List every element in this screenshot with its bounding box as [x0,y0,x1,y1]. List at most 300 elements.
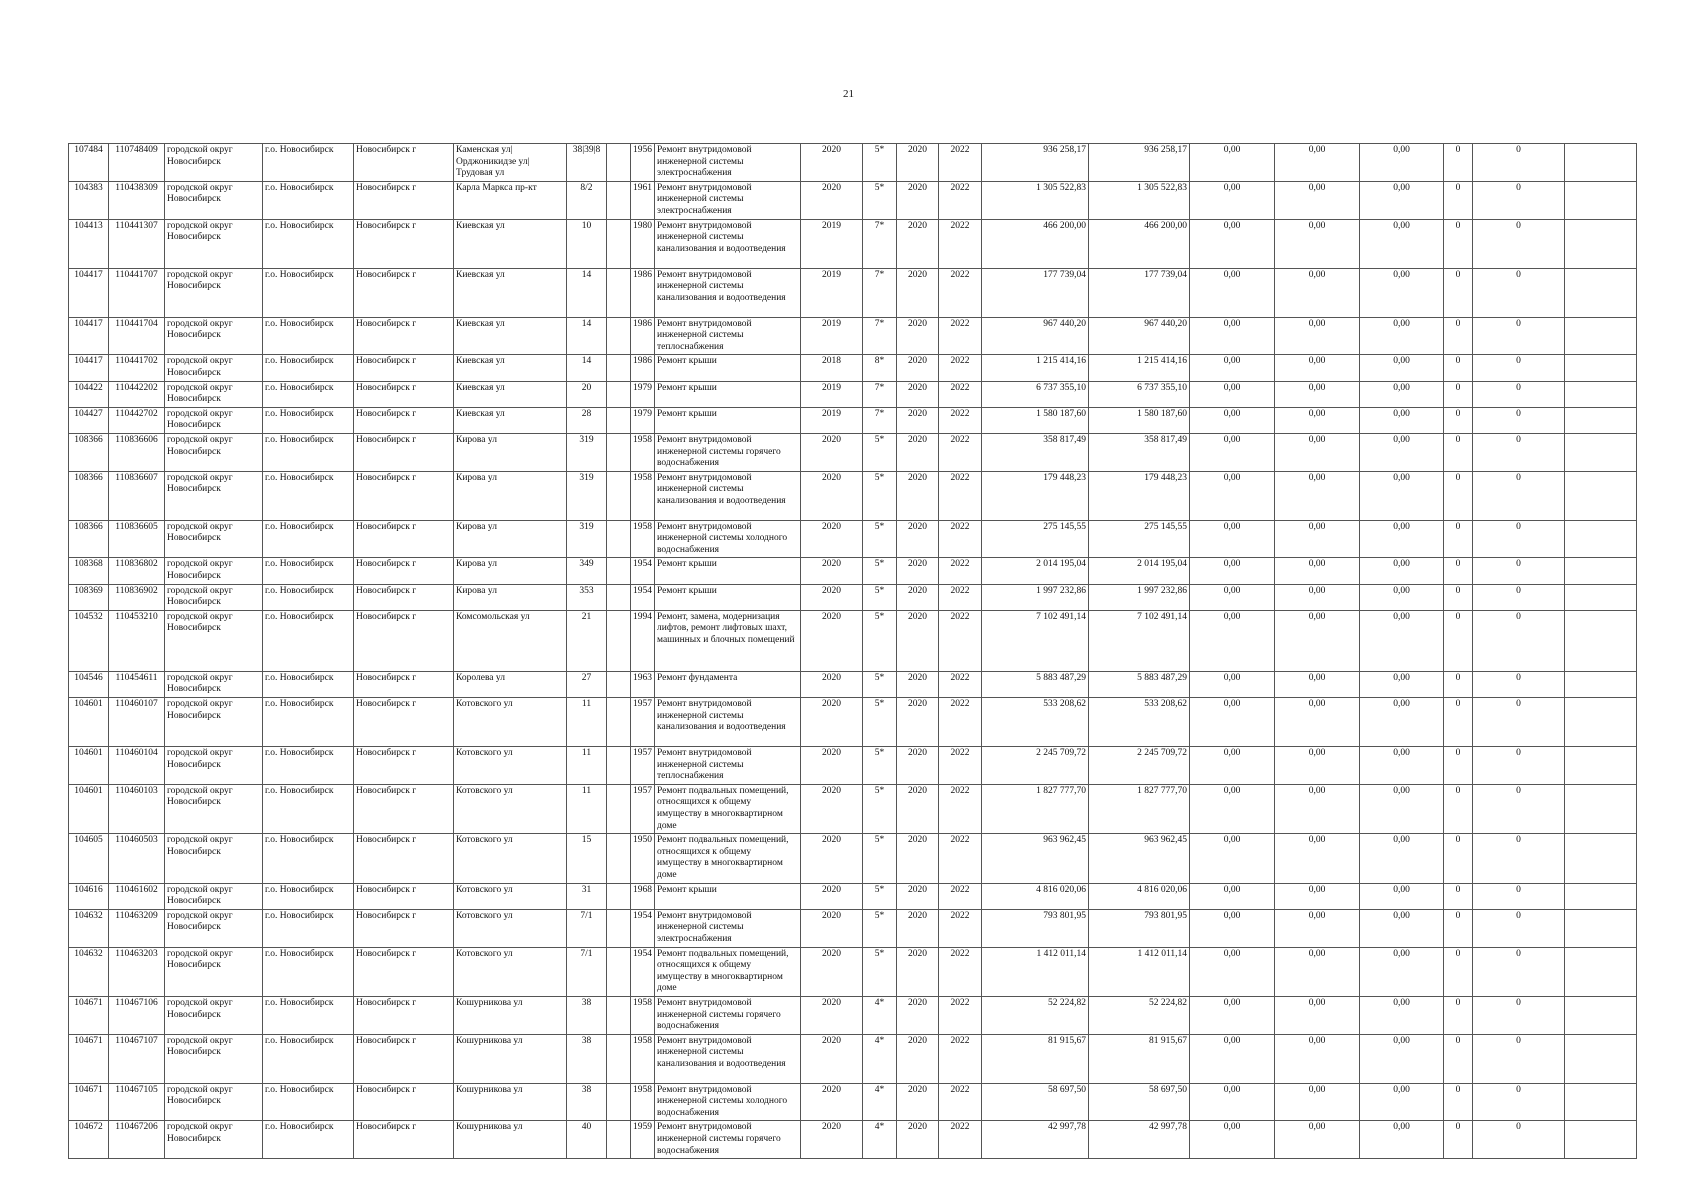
priority-cell: 5* [863,784,897,833]
table-row [69,1083,1637,1121]
note-cell [1565,909,1637,947]
flag-indicator-cell: 0 [1473,784,1565,833]
plan-year-cell: 2020 [801,747,863,785]
total-cost-cell: 275 145,55 [982,520,1089,558]
area-indicator-cell: 0 [1444,471,1473,520]
building-cell [607,610,631,671]
budget-cost-cell: 0,00 [1190,909,1275,947]
other-cost-cell: 0,00 [1360,747,1444,785]
street-cell: Королева ул [454,671,567,697]
work-type-cell: Ремонт подвальных помещений, относящихся к общему имуществу в многоквартирном доме [655,784,801,833]
plan-year-cell: 2020 [801,471,863,520]
owners-cost-cell: 0,00 [1275,317,1360,355]
other-cost-cell: 0,00 [1360,698,1444,747]
other-cost-cell: 0,00 [1360,317,1444,355]
house-number-cell: 8/2 [567,181,607,219]
work-type-cell: Ремонт подвальных помещений, относящихся к общему имуществу в многоквартирном доме [655,834,801,883]
end-year-cell: 2022 [939,219,982,268]
work-type-cell: Ремонт крыши [655,584,801,610]
program-id-cell: 110461602 [109,883,165,909]
object-id-cell: 104632 [69,947,109,996]
plan-year-cell: 2018 [801,355,863,381]
house-number-cell: 40 [567,1121,607,1159]
locality-cell: Новосибирск г [354,433,454,471]
year-built-cell: 1958 [631,471,655,520]
municipal-district-cell: г.о. Новосибирск [263,883,354,909]
table-row [69,996,1637,1034]
end-year-cell: 2022 [939,698,982,747]
plan-year-cell: 2020 [801,671,863,697]
municipal-district-cell: г.о. Новосибирск [263,181,354,219]
work-type-cell: Ремонт внутридомовой инженерной системы канализования и водоотведения [655,219,801,268]
municipal-district-cell: г.о. Новосибирск [263,698,354,747]
fund-cost-cell: 1 215 414,16 [1089,355,1190,381]
program-id-cell: 110453210 [109,610,165,671]
building-cell [607,1034,631,1083]
work-type-cell: Ремонт крыши [655,381,801,407]
program-id-cell: 110467206 [109,1121,165,1159]
house-number-cell: 14 [567,317,607,355]
area-indicator-cell: 0 [1444,219,1473,268]
end-year-cell: 2022 [939,947,982,996]
object-id-cell: 104671 [69,1034,109,1083]
budget-cost-cell: 0,00 [1190,996,1275,1034]
fund-cost-cell: 1 827 777,70 [1089,784,1190,833]
building-cell [607,1121,631,1159]
municipality-cell: городской округ Новосибирск [165,909,263,947]
note-cell [1565,996,1637,1034]
locality-cell: Новосибирск г [354,381,454,407]
object-id-cell: 108368 [69,558,109,584]
start-year-cell: 2020 [897,671,939,697]
owners-cost-cell: 0,00 [1275,909,1360,947]
table-row [69,471,1637,520]
note-cell [1565,698,1637,747]
priority-cell: 5* [863,671,897,697]
note-cell [1565,947,1637,996]
object-id-cell: 104672 [69,1121,109,1159]
table-row [69,834,1637,883]
owners-cost-cell: 0,00 [1275,433,1360,471]
program-id-cell: 110463209 [109,909,165,947]
budget-cost-cell: 0,00 [1190,520,1275,558]
flag-indicator-cell: 0 [1473,996,1565,1034]
owners-cost-cell: 0,00 [1275,584,1360,610]
end-year-cell: 2022 [939,909,982,947]
work-type-cell: Ремонт внутридомовой инженерной системы канализования и водоотведения [655,268,801,317]
locality-cell: Новосибирск г [354,355,454,381]
year-built-cell: 1954 [631,558,655,584]
municipality-cell: городской округ Новосибирск [165,433,263,471]
object-id-cell: 104383 [69,181,109,219]
owners-cost-cell: 0,00 [1275,610,1360,671]
program-id-cell: 110467105 [109,1083,165,1121]
street-cell: Котовского ул [454,784,567,833]
area-indicator-cell: 0 [1444,558,1473,584]
total-cost-cell: 52 224,82 [982,996,1089,1034]
total-cost-cell: 1 305 522,83 [982,181,1089,219]
end-year-cell: 2022 [939,268,982,317]
plan-year-cell: 2020 [801,784,863,833]
building-cell [607,909,631,947]
program-id-cell: 110460107 [109,698,165,747]
end-year-cell: 2022 [939,381,982,407]
program-id-cell: 110460103 [109,784,165,833]
street-cell: Котовского ул [454,947,567,996]
program-id-cell: 110748409 [109,144,165,182]
program-id-cell: 110467106 [109,996,165,1034]
table-row [69,381,1637,407]
owners-cost-cell: 0,00 [1275,471,1360,520]
locality-cell: Новосибирск г [354,520,454,558]
plan-year-cell: 2019 [801,219,863,268]
plan-year-cell: 2020 [801,996,863,1034]
street-cell: Кошурникова ул [454,996,567,1034]
total-cost-cell: 177 739,04 [982,268,1089,317]
locality-cell: Новосибирск г [354,698,454,747]
program-id-cell: 110441704 [109,317,165,355]
building-cell [607,268,631,317]
start-year-cell: 2020 [897,698,939,747]
note-cell [1565,671,1637,697]
object-id-cell: 104532 [69,610,109,671]
start-year-cell: 2020 [897,947,939,996]
area-indicator-cell: 0 [1444,747,1473,785]
municipal-district-cell: г.о. Новосибирск [263,355,354,381]
fund-cost-cell: 936 258,17 [1089,144,1190,182]
fund-cost-cell: 81 915,67 [1089,1034,1190,1083]
year-built-cell: 1959 [631,1121,655,1159]
fund-cost-cell: 533 208,62 [1089,698,1190,747]
fund-cost-cell: 179 448,23 [1089,471,1190,520]
house-number-cell: 14 [567,355,607,381]
budget-cost-cell: 0,00 [1190,834,1275,883]
end-year-cell: 2022 [939,520,982,558]
program-id-cell: 110442702 [109,407,165,433]
object-id-cell: 104616 [69,883,109,909]
budget-cost-cell: 0,00 [1190,698,1275,747]
owners-cost-cell: 0,00 [1275,355,1360,381]
year-built-cell: 1957 [631,698,655,747]
work-type-cell: Ремонт внутридомовой инженерной системы теплоснабжения [655,317,801,355]
budget-cost-cell: 0,00 [1190,181,1275,219]
end-year-cell: 2022 [939,584,982,610]
plan-year-cell: 2020 [801,883,863,909]
total-cost-cell: 2 245 709,72 [982,747,1089,785]
start-year-cell: 2020 [897,610,939,671]
fund-cost-cell: 2 245 709,72 [1089,747,1190,785]
house-number-cell: 38 [567,996,607,1034]
total-cost-cell: 2 014 195,04 [982,558,1089,584]
table-row [69,520,1637,558]
work-type-cell: Ремонт внутридомовой инженерной системы канализования и водоотведения [655,698,801,747]
year-built-cell: 1961 [631,181,655,219]
program-id-cell: 110467107 [109,1034,165,1083]
street-cell: Киевская ул [454,355,567,381]
owners-cost-cell: 0,00 [1275,381,1360,407]
fund-cost-cell: 1 305 522,83 [1089,181,1190,219]
locality-cell: Новосибирск г [354,996,454,1034]
priority-cell: 5* [863,610,897,671]
start-year-cell: 2020 [897,144,939,182]
start-year-cell: 2020 [897,1083,939,1121]
street-cell: Киевская ул [454,317,567,355]
year-built-cell: 1994 [631,610,655,671]
locality-cell: Новосибирск г [354,181,454,219]
work-type-cell: Ремонт внутридомовой инженерной системы горячего водоснабжения [655,996,801,1034]
street-cell: Киевская ул [454,381,567,407]
table-row [69,1034,1637,1083]
flag-indicator-cell: 0 [1473,558,1565,584]
other-cost-cell: 0,00 [1360,144,1444,182]
end-year-cell: 2022 [939,883,982,909]
building-cell [607,144,631,182]
year-built-cell: 1980 [631,219,655,268]
end-year-cell: 2022 [939,471,982,520]
budget-cost-cell: 0,00 [1190,947,1275,996]
plan-year-cell: 2020 [801,947,863,996]
owners-cost-cell: 0,00 [1275,996,1360,1034]
budget-cost-cell: 0,00 [1190,268,1275,317]
table-row [69,909,1637,947]
flag-indicator-cell: 0 [1473,947,1565,996]
street-cell: Киевская ул [454,268,567,317]
note-cell [1565,747,1637,785]
locality-cell: Новосибирск г [354,144,454,182]
area-indicator-cell: 0 [1444,610,1473,671]
municipality-cell: городской округ Новосибирск [165,268,263,317]
fund-cost-cell: 358 817,49 [1089,433,1190,471]
plan-year-cell: 2020 [801,698,863,747]
area-indicator-cell: 0 [1444,1034,1473,1083]
year-built-cell: 1954 [631,584,655,610]
owners-cost-cell: 0,00 [1275,407,1360,433]
area-indicator-cell: 0 [1444,317,1473,355]
start-year-cell: 2020 [897,268,939,317]
start-year-cell: 2020 [897,219,939,268]
start-year-cell: 2020 [897,471,939,520]
note-cell [1565,407,1637,433]
other-cost-cell: 0,00 [1360,268,1444,317]
object-id-cell: 104417 [69,355,109,381]
other-cost-cell: 0,00 [1360,784,1444,833]
table-row [69,181,1637,219]
area-indicator-cell: 0 [1444,947,1473,996]
note-cell [1565,883,1637,909]
owners-cost-cell: 0,00 [1275,883,1360,909]
end-year-cell: 2022 [939,181,982,219]
work-type-cell: Ремонт внутридомовой инженерной системы холодного водоснабжения [655,1083,801,1121]
year-built-cell: 1963 [631,671,655,697]
area-indicator-cell: 0 [1444,181,1473,219]
table-row [69,558,1637,584]
table-row [69,317,1637,355]
street-cell: Карла Маркса пр-кт [454,181,567,219]
program-id-cell: 110438309 [109,181,165,219]
building-cell [607,520,631,558]
fund-cost-cell: 967 440,20 [1089,317,1190,355]
note-cell [1565,433,1637,471]
year-built-cell: 1979 [631,381,655,407]
plan-year-cell: 2020 [801,181,863,219]
owners-cost-cell: 0,00 [1275,784,1360,833]
building-cell [607,1083,631,1121]
house-number-cell: 14 [567,268,607,317]
other-cost-cell: 0,00 [1360,834,1444,883]
fund-cost-cell: 1 412 011,14 [1089,947,1190,996]
flag-indicator-cell: 0 [1473,381,1565,407]
locality-cell: Новосибирск г [354,834,454,883]
year-built-cell: 1958 [631,996,655,1034]
year-built-cell: 1986 [631,317,655,355]
street-cell: Котовского ул [454,834,567,883]
end-year-cell: 2022 [939,433,982,471]
priority-cell: 5* [863,747,897,785]
locality-cell: Новосибирск г [354,610,454,671]
street-cell: Комсомольская ул [454,610,567,671]
fund-cost-cell: 275 145,55 [1089,520,1190,558]
start-year-cell: 2020 [897,407,939,433]
priority-cell: 5* [863,584,897,610]
start-year-cell: 2020 [897,996,939,1034]
other-cost-cell: 0,00 [1360,1083,1444,1121]
work-type-cell: Ремонт, замена, модернизация лифтов, ремонт лифтовых шахт, машинных и блочных помещений [655,610,801,671]
end-year-cell: 2022 [939,784,982,833]
object-id-cell: 104427 [69,407,109,433]
program-id-cell: 110441702 [109,355,165,381]
note-cell [1565,584,1637,610]
fund-cost-cell: 177 739,04 [1089,268,1190,317]
work-type-cell: Ремонт внутридомовой инженерной системы горячего водоснабжения [655,1121,801,1159]
owners-cost-cell: 0,00 [1275,219,1360,268]
priority-cell: 7* [863,268,897,317]
end-year-cell: 2022 [939,355,982,381]
area-indicator-cell: 0 [1444,407,1473,433]
flag-indicator-cell: 0 [1473,144,1565,182]
municipal-district-cell: г.о. Новосибирск [263,1083,354,1121]
municipality-cell: городской округ Новосибирск [165,381,263,407]
priority-cell: 7* [863,219,897,268]
flag-indicator-cell: 0 [1473,747,1565,785]
other-cost-cell: 0,00 [1360,520,1444,558]
other-cost-cell: 0,00 [1360,471,1444,520]
building-cell [607,784,631,833]
work-type-cell: Ремонт фундамента [655,671,801,697]
municipality-cell: городской округ Новосибирск [165,317,263,355]
program-id-cell: 110441707 [109,268,165,317]
house-number-cell: 27 [567,671,607,697]
house-number-cell: 11 [567,747,607,785]
object-id-cell: 108366 [69,471,109,520]
start-year-cell: 2020 [897,520,939,558]
work-type-cell: Ремонт внутридомовой инженерной системы горячего водоснабжения [655,433,801,471]
object-id-cell: 104422 [69,381,109,407]
priority-cell: 5* [863,471,897,520]
municipal-district-cell: г.о. Новосибирск [263,947,354,996]
start-year-cell: 2020 [897,558,939,584]
start-year-cell: 2020 [897,747,939,785]
building-cell [607,219,631,268]
note-cell [1565,268,1637,317]
program-id-cell: 110463203 [109,947,165,996]
end-year-cell: 2022 [939,144,982,182]
object-id-cell: 104671 [69,1083,109,1121]
table-row [69,698,1637,747]
work-type-cell: Ремонт внутридомовой инженерной системы холодного водоснабжения [655,520,801,558]
program-id-cell: 110836802 [109,558,165,584]
municipality-cell: городской округ Новосибирск [165,747,263,785]
program-id-cell: 110460503 [109,834,165,883]
table-row [69,883,1637,909]
area-indicator-cell: 0 [1444,784,1473,833]
plan-year-cell: 2019 [801,407,863,433]
owners-cost-cell: 0,00 [1275,671,1360,697]
other-cost-cell: 0,00 [1360,909,1444,947]
fund-cost-cell: 1 997 232,86 [1089,584,1190,610]
municipality-cell: городской округ Новосибирск [165,584,263,610]
other-cost-cell: 0,00 [1360,947,1444,996]
work-type-cell: Ремонт крыши [655,883,801,909]
fund-cost-cell: 6 737 355,10 [1089,381,1190,407]
total-cost-cell: 967 440,20 [982,317,1089,355]
owners-cost-cell: 0,00 [1275,144,1360,182]
note-cell [1565,144,1637,182]
note-cell [1565,355,1637,381]
table-row [69,433,1637,471]
priority-cell: 7* [863,317,897,355]
street-cell: Котовского ул [454,747,567,785]
house-number-cell: 20 [567,381,607,407]
fund-cost-cell: 5 883 487,29 [1089,671,1190,697]
locality-cell: Новосибирск г [354,883,454,909]
page-number: 21 [843,88,854,100]
locality-cell: Новосибирск г [354,317,454,355]
owners-cost-cell: 0,00 [1275,558,1360,584]
municipal-district-cell: г.о. Новосибирск [263,671,354,697]
house-number-cell: 319 [567,471,607,520]
object-id-cell: 104632 [69,909,109,947]
municipality-cell: городской округ Новосибирск [165,784,263,833]
locality-cell: Новосибирск г [354,784,454,833]
municipal-district-cell: г.о. Новосибирск [263,584,354,610]
end-year-cell: 2022 [939,407,982,433]
municipality-cell: городской округ Новосибирск [165,947,263,996]
municipal-district-cell: г.о. Новосибирск [263,834,354,883]
municipality-cell: городской округ Новосибирск [165,219,263,268]
municipal-district-cell: г.о. Новосибирск [263,784,354,833]
priority-cell: 5* [863,909,897,947]
flag-indicator-cell: 0 [1473,317,1565,355]
program-id-cell: 110442202 [109,381,165,407]
budget-cost-cell: 0,00 [1190,471,1275,520]
year-built-cell: 1954 [631,909,655,947]
municipality-cell: городской округ Новосибирск [165,610,263,671]
flag-indicator-cell: 0 [1473,355,1565,381]
plan-year-cell: 2020 [801,520,863,558]
end-year-cell: 2022 [939,671,982,697]
municipality-cell: городской округ Новосибирск [165,520,263,558]
building-cell [607,834,631,883]
area-indicator-cell: 0 [1444,671,1473,697]
plan-year-cell: 2020 [801,558,863,584]
priority-cell: 7* [863,381,897,407]
owners-cost-cell: 0,00 [1275,520,1360,558]
budget-cost-cell: 0,00 [1190,219,1275,268]
end-year-cell: 2022 [939,558,982,584]
municipality-cell: городской округ Новосибирск [165,834,263,883]
end-year-cell: 2022 [939,1034,982,1083]
total-cost-cell: 179 448,23 [982,471,1089,520]
